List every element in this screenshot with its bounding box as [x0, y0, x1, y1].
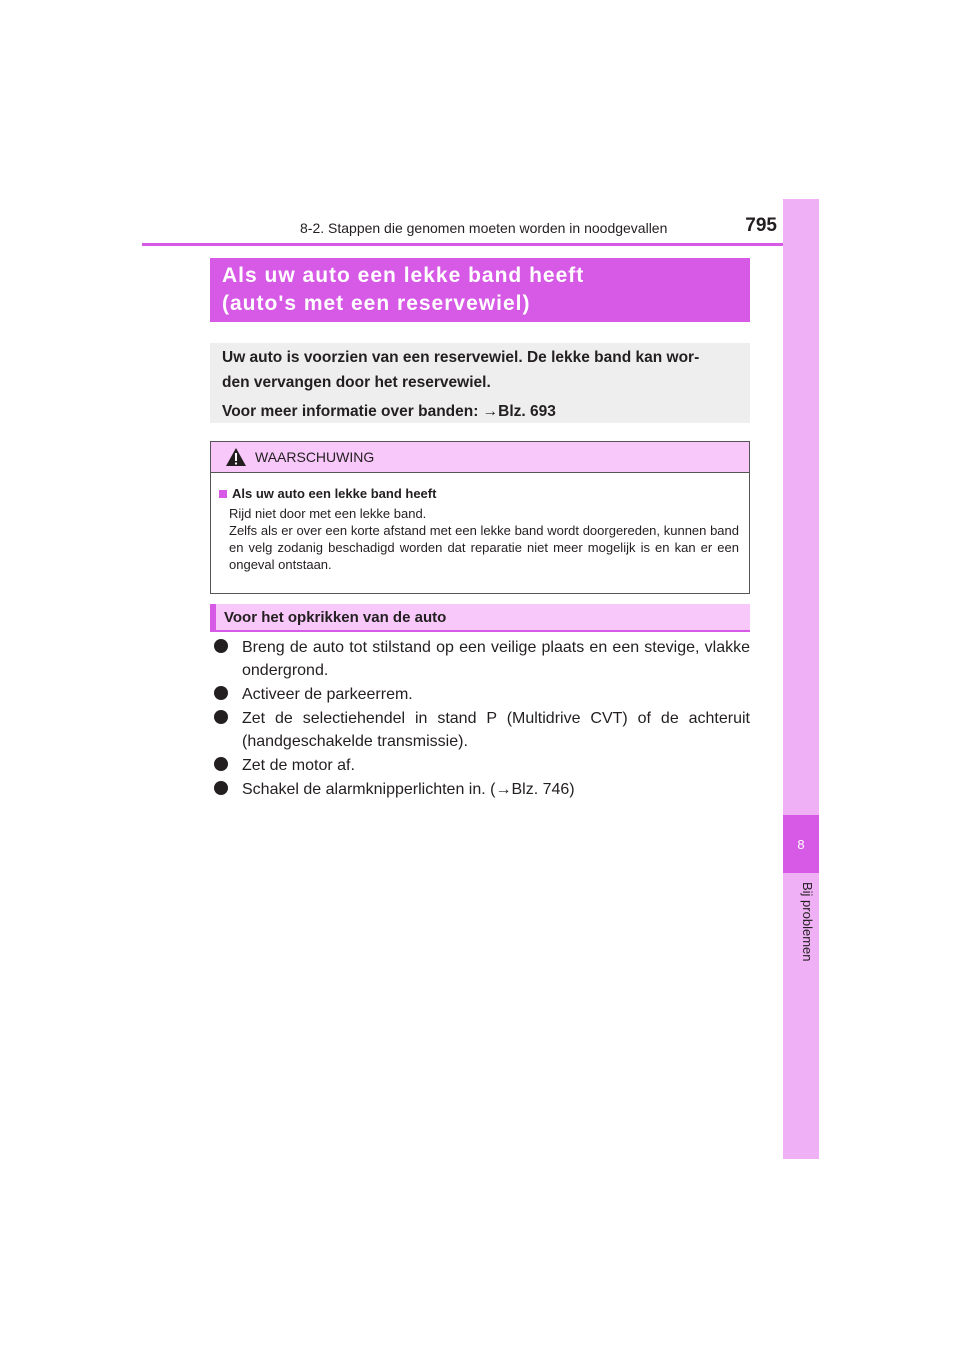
warning-subtitle-text: Als uw auto een lekke band heeft	[232, 486, 437, 501]
list-item-text: Schakel de alarmknipperlichten in. (→Blz. 746)	[242, 781, 575, 798]
intro-box	[210, 343, 750, 423]
side-tab-label: Bij problemen	[800, 882, 815, 962]
warning-box	[210, 441, 750, 594]
bullet-dot-icon	[213, 685, 229, 701]
page-number: 795	[745, 215, 777, 236]
warning-label: WAARSCHUWING	[255, 449, 375, 465]
warning-triangle-icon	[225, 447, 247, 467]
bullet-dot-icon	[213, 756, 229, 772]
list-item	[210, 778, 750, 801]
bullet-list	[210, 636, 750, 802]
list-item-text: Breng de auto tot stilstand op een veilige plaats en een stevige, vlakke ondergrond.	[242, 639, 750, 679]
warning-header	[211, 442, 749, 473]
warning-text-line1: Rijd niet door met een lekke band.	[229, 506, 427, 521]
list-item	[210, 683, 750, 706]
header-rule	[142, 243, 819, 246]
warning-text-line2: Zelfs als er over een korte afstand met een lekke band wordt doorgereden, kunnen band en velg zodanig beschadigd worden dat reparatie niet meer mogelijk is en kan er een ongeval ontstaan.	[229, 523, 739, 572]
intro-line2: den vervangen door het reservewiel.	[222, 374, 491, 391]
square-bullet-icon	[219, 490, 227, 498]
list-item	[210, 754, 750, 777]
bullet-dot-icon	[213, 780, 229, 796]
intro-page-reference: Voor meer informatie over banden: →Blz. 693	[222, 403, 556, 420]
warning-subtitle	[219, 485, 739, 502]
intro-line1: Uw auto is voorzien van een reservewiel. De lekke band kan wor-	[222, 349, 700, 366]
warning-body	[211, 473, 749, 573]
section-title	[210, 258, 750, 322]
list-item-text: Zet de motor af.	[242, 757, 355, 774]
bullet-dot-icon	[213, 638, 229, 654]
list-item	[210, 707, 750, 753]
section-title-line1: Als uw auto een lekke band heeft	[222, 264, 585, 287]
bullet-dot-icon	[213, 709, 229, 725]
chapter-header: 8-2. Stappen die genomen moeten worden in noodgevallen	[300, 220, 668, 236]
side-tab-number: 8	[783, 815, 819, 873]
subsection-title: Voor het opkrikken van de auto	[210, 604, 750, 632]
list-item	[210, 636, 750, 682]
list-item-text: Zet de selectiehendel in stand P (Multidrive CVT) of de achteruit (handgeschakelde transmissie).	[242, 710, 750, 750]
section-title-line2: (auto's met een reservewiel)	[222, 292, 531, 315]
list-item-text: Activeer de parkeerrem.	[242, 686, 413, 703]
